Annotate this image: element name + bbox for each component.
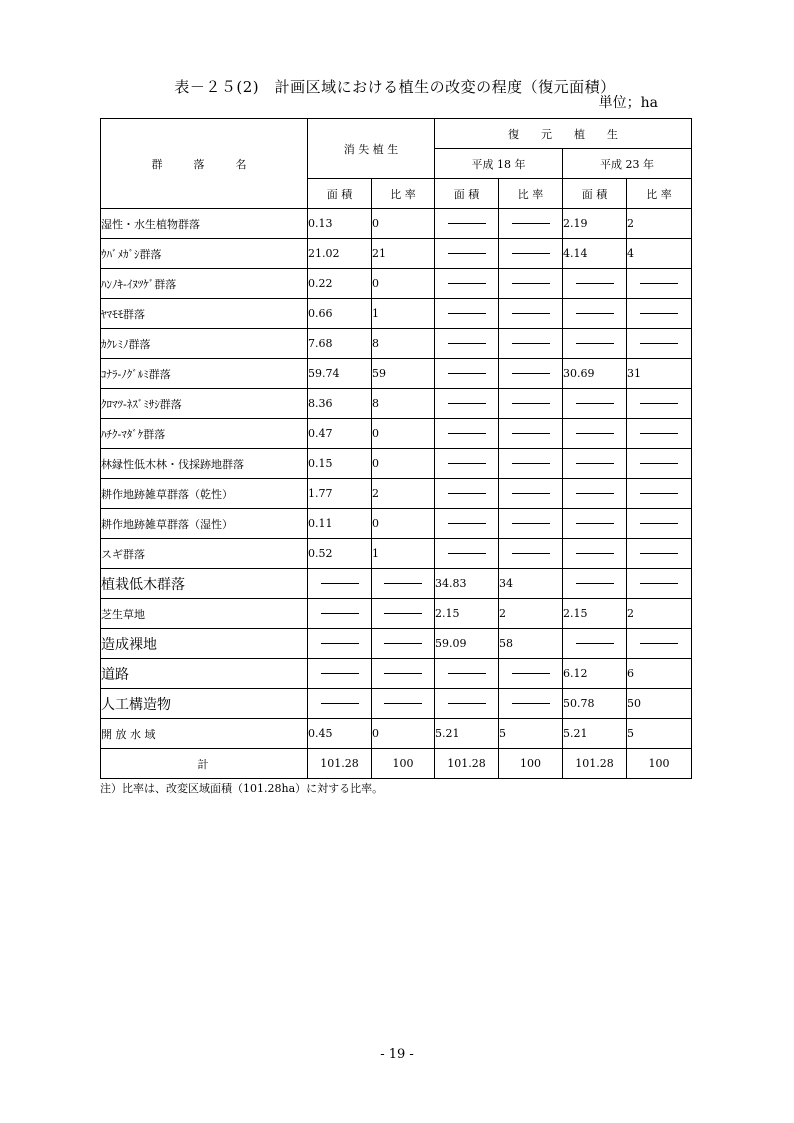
empty-dash <box>563 509 627 539</box>
total-h23-area: 101.28 <box>563 749 627 779</box>
dash-line <box>512 373 550 374</box>
empty-dash <box>499 449 563 479</box>
empty-dash <box>308 569 372 599</box>
vegetation-table <box>100 118 692 779</box>
empty-dash <box>372 569 435 599</box>
h18-area-cell: 2.15 <box>435 599 499 629</box>
dash-line <box>576 553 614 554</box>
dash-line <box>448 223 486 224</box>
h23-ratio-cell: 31 <box>627 359 692 389</box>
lost-ratio-cell: 0 <box>372 209 435 239</box>
dash-line <box>448 673 486 674</box>
h23-ratio-cell: 6 <box>627 659 692 689</box>
header-h23-area: 面 積 <box>563 179 627 209</box>
h18-area-cell: 59.09 <box>435 629 499 659</box>
lost-area-cell: 0.45 <box>308 719 372 749</box>
empty-dash <box>499 299 563 329</box>
empty-dash <box>627 449 692 479</box>
dash-line <box>512 433 550 434</box>
empty-dash <box>627 539 692 569</box>
empty-dash <box>499 659 563 689</box>
h18-ratio-cell: 2 <box>499 599 563 629</box>
dash-line <box>512 523 550 524</box>
empty-dash <box>563 629 627 659</box>
lost-area-cell: 0.52 <box>308 539 372 569</box>
dash-line <box>321 673 359 674</box>
empty-dash <box>499 329 563 359</box>
empty-dash <box>499 239 563 269</box>
community-name: 耕作地跡雑草群落（湿性） <box>101 509 308 539</box>
lost-ratio-cell: 0 <box>372 269 435 299</box>
lost-ratio-cell: 0 <box>372 509 435 539</box>
header-h18: 平成 18 年 <box>435 149 563 179</box>
lost-area-cell: 1.77 <box>308 479 372 509</box>
table-row <box>101 269 692 299</box>
total-h18-area: 101.28 <box>435 749 499 779</box>
empty-dash <box>499 359 563 389</box>
community-name: ｺﾅﾗ-ﾉｸﾞﾙﾐ群落 <box>101 359 308 389</box>
community-name: 耕作地跡雑草群落（乾性） <box>101 479 308 509</box>
total-row <box>101 749 692 779</box>
lost-ratio-cell: 8 <box>372 329 435 359</box>
empty-dash <box>563 479 627 509</box>
dash-line <box>384 673 422 674</box>
empty-dash <box>563 449 627 479</box>
empty-dash <box>627 299 692 329</box>
empty-dash <box>308 689 372 719</box>
h23-ratio-cell: 4 <box>627 239 692 269</box>
lost-area-cell: 59.74 <box>308 359 372 389</box>
dash-line <box>640 403 678 404</box>
dash-line <box>640 463 678 464</box>
header-lost: 消 失 植 生 <box>308 119 435 179</box>
lost-area-cell: 0.47 <box>308 419 372 449</box>
lost-ratio-cell: 1 <box>372 299 435 329</box>
lost-area-cell: 0.13 <box>308 209 372 239</box>
lost-area-cell: 0.66 <box>308 299 372 329</box>
lost-area-cell: 0.15 <box>308 449 372 479</box>
community-name: ﾊﾁｸ-ﾏﾀﾞｹ群落 <box>101 419 308 449</box>
dash-line <box>576 493 614 494</box>
dash-line <box>640 433 678 434</box>
page-number: - 19 - <box>380 1047 414 1062</box>
dash-line <box>448 403 486 404</box>
lost-area-cell: 7.68 <box>308 329 372 359</box>
h23-area-cell: 2.19 <box>563 209 627 239</box>
dash-line <box>640 343 678 344</box>
empty-dash <box>627 269 692 299</box>
empty-dash <box>372 689 435 719</box>
empty-dash <box>435 299 499 329</box>
dash-line <box>512 703 550 704</box>
table-row <box>101 449 692 479</box>
h23-area-cell: 5.21 <box>563 719 627 749</box>
empty-dash <box>435 359 499 389</box>
dash-line <box>321 643 359 644</box>
dash-line <box>448 433 486 434</box>
empty-dash <box>627 509 692 539</box>
dash-line <box>576 283 614 284</box>
total-label: 計 <box>101 749 308 779</box>
empty-dash <box>435 419 499 449</box>
empty-dash <box>563 419 627 449</box>
dash-line <box>448 343 486 344</box>
dash-line <box>576 403 614 404</box>
dash-line <box>512 463 550 464</box>
empty-dash <box>372 599 435 629</box>
community-name: 造成裸地 <box>101 629 308 659</box>
table-row <box>101 539 692 569</box>
dash-line <box>640 643 678 644</box>
lost-area-cell: 21.02 <box>308 239 372 269</box>
h18-ratio-cell: 34 <box>499 569 563 599</box>
header-h18-area: 面 積 <box>435 179 499 209</box>
dash-line <box>512 313 550 314</box>
community-name: ｶｸﾚﾐﾉ群落 <box>101 329 308 359</box>
empty-dash <box>308 659 372 689</box>
empty-dash <box>499 509 563 539</box>
table-row <box>101 419 692 449</box>
dash-line <box>384 643 422 644</box>
table-row <box>101 659 692 689</box>
empty-dash <box>435 509 499 539</box>
dash-line <box>512 673 550 674</box>
empty-dash <box>627 419 692 449</box>
header-h18-ratio: 比 率 <box>499 179 563 209</box>
community-name: ｳﾊﾞﾒｶﾞｼ群落 <box>101 239 308 269</box>
lost-ratio-cell: 59 <box>372 359 435 389</box>
h23-area-cell: 6.12 <box>563 659 627 689</box>
dash-line <box>321 613 359 614</box>
dash-line <box>640 583 678 584</box>
dash-line <box>512 223 550 224</box>
empty-dash <box>499 389 563 419</box>
dash-line <box>321 583 359 584</box>
dash-line <box>384 613 422 614</box>
empty-dash <box>372 659 435 689</box>
community-name: 開 放 水 域 <box>101 719 308 749</box>
empty-dash <box>435 269 499 299</box>
community-name: ﾔﾏﾓﾓ群落 <box>101 299 308 329</box>
empty-dash <box>435 479 499 509</box>
h23-ratio-cell: 50 <box>627 689 692 719</box>
dash-line <box>512 343 550 344</box>
dash-line <box>640 493 678 494</box>
table-row <box>101 479 692 509</box>
dash-line <box>448 313 486 314</box>
empty-dash <box>627 329 692 359</box>
community-name: ｸﾛﾏﾂ-ﾈｽﾞﾐｻｼ群落 <box>101 389 308 419</box>
total-h23-ratio: 100 <box>627 749 692 779</box>
dash-line <box>448 373 486 374</box>
table-row <box>101 629 692 659</box>
empty-dash <box>435 689 499 719</box>
empty-dash <box>563 329 627 359</box>
empty-dash <box>435 239 499 269</box>
lost-ratio-cell: 2 <box>372 479 435 509</box>
table-row <box>101 239 692 269</box>
dash-line <box>512 493 550 494</box>
dash-line <box>576 583 614 584</box>
empty-dash <box>308 629 372 659</box>
empty-dash <box>435 539 499 569</box>
empty-dash <box>372 629 435 659</box>
lost-ratio-cell: 8 <box>372 389 435 419</box>
h23-area-cell: 4.14 <box>563 239 627 269</box>
h18-area-cell: 34.83 <box>435 569 499 599</box>
h23-ratio-cell: 2 <box>627 209 692 239</box>
empty-dash <box>563 299 627 329</box>
community-name: 人工構造物 <box>101 689 308 719</box>
dash-line <box>512 283 550 284</box>
dash-line <box>576 313 614 314</box>
community-name: 道路 <box>101 659 308 689</box>
dash-line <box>640 523 678 524</box>
h23-area-cell: 30.69 <box>563 359 627 389</box>
footnote: 注）比率は、改変区域面積（101.28ha）に対する比率。 <box>100 782 384 795</box>
empty-dash <box>435 329 499 359</box>
h23-area-cell: 2.15 <box>563 599 627 629</box>
community-name: 植栽低木群落 <box>101 569 308 599</box>
table-row <box>101 299 692 329</box>
lost-ratio-cell: 21 <box>372 239 435 269</box>
dash-line <box>448 703 486 704</box>
dash-line <box>640 313 678 314</box>
community-name: 林縁性低木林・伐採跡地群落 <box>101 449 308 479</box>
table-row <box>101 569 692 599</box>
unit-label: 単位；ha <box>598 95 658 111</box>
empty-dash <box>627 629 692 659</box>
dash-line <box>448 283 486 284</box>
table-row <box>101 329 692 359</box>
dash-line <box>576 523 614 524</box>
h18-area-cell: 5.21 <box>435 719 499 749</box>
total-lost-area: 101.28 <box>308 749 372 779</box>
h23-area-cell: 50.78 <box>563 689 627 719</box>
h18-ratio-cell: 58 <box>499 629 563 659</box>
dash-line <box>448 523 486 524</box>
lost-ratio-cell: 0 <box>372 719 435 749</box>
lost-ratio-cell: 0 <box>372 419 435 449</box>
dash-line <box>448 253 486 254</box>
h23-ratio-cell: 5 <box>627 719 692 749</box>
empty-dash <box>563 269 627 299</box>
empty-dash <box>435 449 499 479</box>
lost-ratio-cell: 0 <box>372 449 435 479</box>
empty-dash <box>308 599 372 629</box>
total-h18-ratio: 100 <box>499 749 563 779</box>
dash-line <box>384 583 422 584</box>
dash-line <box>448 463 486 464</box>
empty-dash <box>563 539 627 569</box>
dash-line <box>321 703 359 704</box>
empty-dash <box>627 479 692 509</box>
empty-dash <box>435 389 499 419</box>
empty-dash <box>627 389 692 419</box>
empty-dash <box>499 209 563 239</box>
empty-dash <box>435 209 499 239</box>
community-name: 湿性・水生植物群落 <box>101 209 308 239</box>
lost-area-cell: 0.22 <box>308 269 372 299</box>
empty-dash <box>435 659 499 689</box>
dash-line <box>512 403 550 404</box>
table-row <box>101 689 692 719</box>
community-name: 芝生草地 <box>101 599 308 629</box>
table-row <box>101 719 692 749</box>
dash-line <box>448 553 486 554</box>
table-title: 表－２５(2) 計画区域における植生の改変の程度（復元面積） <box>174 78 616 96</box>
dash-line <box>576 463 614 464</box>
lost-area-cell: 0.11 <box>308 509 372 539</box>
lost-ratio-cell: 1 <box>372 539 435 569</box>
dash-line <box>448 493 486 494</box>
dash-line <box>576 343 614 344</box>
header-h23-ratio: 比 率 <box>627 179 692 209</box>
empty-dash <box>563 389 627 419</box>
dash-line <box>512 253 550 254</box>
dash-line <box>512 553 550 554</box>
dash-line <box>384 703 422 704</box>
community-name: スギ群落 <box>101 539 308 569</box>
header-community: 群 落 名 <box>101 119 308 209</box>
empty-dash <box>627 569 692 599</box>
empty-dash <box>499 419 563 449</box>
table-row <box>101 599 692 629</box>
empty-dash <box>499 479 563 509</box>
table-row <box>101 509 692 539</box>
empty-dash <box>563 569 627 599</box>
table-row <box>101 209 692 239</box>
dash-line <box>640 283 678 284</box>
empty-dash <box>499 539 563 569</box>
dash-line <box>640 553 678 554</box>
community-name: ﾊﾝﾉｷ-ｲﾇﾂｹﾞ群落 <box>101 269 308 299</box>
total-lost-ratio: 100 <box>372 749 435 779</box>
header-lost-ratio: 比 率 <box>372 179 435 209</box>
header-lost-area: 面 積 <box>308 179 372 209</box>
table-row <box>101 389 692 419</box>
h23-ratio-cell: 2 <box>627 599 692 629</box>
header-h23: 平成 23 年 <box>563 149 692 179</box>
table-row <box>101 359 692 389</box>
empty-dash <box>499 269 563 299</box>
dash-line <box>576 433 614 434</box>
h18-ratio-cell: 5 <box>499 719 563 749</box>
header-restored: 復 元 植 生 <box>435 119 692 149</box>
dash-line <box>576 643 614 644</box>
empty-dash <box>499 689 563 719</box>
lost-area-cell: 8.36 <box>308 389 372 419</box>
